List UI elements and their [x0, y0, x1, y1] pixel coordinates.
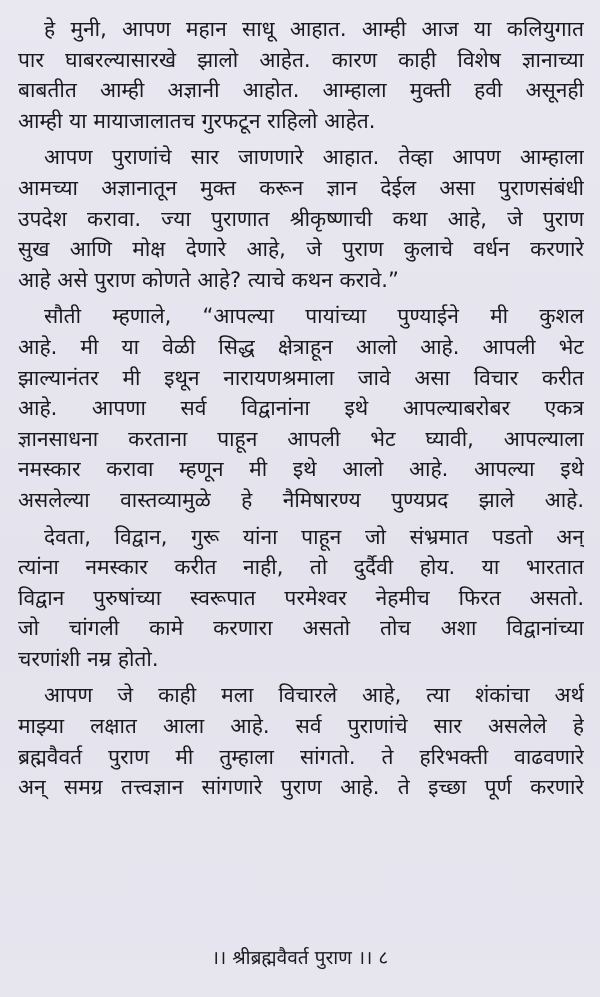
- text-line: त्यांना नमस्कार करीत नाही, तो दुर्दैवी होय. या भारतात: [18, 555, 584, 580]
- paragraph: [18, 301, 584, 515]
- text-line: आमच्या अज्ञानातून मुक्त करून ज्ञान देईल असा पुराणसंबंधी: [18, 175, 584, 200]
- text-line: सुख आणि मोक्ष देणारे आहे, जे पुराण कुलाचे वर्धन करणारे: [18, 237, 584, 262]
- text-line: झाल्यानंतर मी इथून नारायणश्रमाला जावे असा विचार करीत: [18, 365, 584, 390]
- text-line: अन् समग्र तत्त्वज्ञान सांगणारे पुराण आहे. ते इच्छा पूर्ण करणारे: [18, 775, 584, 800]
- paragraph: [18, 522, 584, 675]
- text-line: असलेल्या वास्तव्यामुळे हे नैमिषारण्य पुण्यप्रद झाले आहे.: [18, 487, 584, 512]
- text-line: जो चांगली कामे करणारा असतो तोच अशा विद्वानांच्या: [18, 616, 584, 641]
- text-line: आहे. मी या वेळी सिद्ध क्षेत्राहून आलो आहे. आपली भेट: [18, 334, 584, 359]
- text-line: बाबतीत आम्ही अज्ञानी आहोत. आम्हाला मुक्ती हवी असूनही: [18, 78, 584, 103]
- page-footer: ।। श्रीब्रह्मवैवर्त पुराण ।। ८: [211, 947, 389, 969]
- paragraph: [18, 680, 584, 802]
- text-line: उपदेश करावा. ज्या पुराणात श्रीकृष्णाची कथा आहे, जे पुराण: [18, 206, 584, 231]
- text-line: आहे असे पुराण कोणते आहे? त्याचे कथन करावे.”: [18, 267, 399, 292]
- text-line: आहे. आपणा सर्व विद्वानांना इथे आपल्याबरोबर एकत्र: [18, 396, 584, 421]
- text-line: विद्वान पुरुषांच्या स्वरूपात परमेश्वर नेहमीच फिरत असतो.: [18, 585, 584, 610]
- text-line: आम्ही या मायाजालातच गुरफटून राहिलो आहेत.: [18, 108, 376, 133]
- paragraph: [18, 142, 584, 295]
- paragraph: [18, 14, 584, 136]
- text-line: पार घाबरल्यासारखे झालो आहेत. कारण काही विशेष ज्ञानाच्या: [18, 47, 584, 72]
- text-line: आपण पुराणांचे सार जाणणारे आहात. तेव्हा आपण आम्हाला: [44, 145, 584, 170]
- text-line: माझ्या लक्षात आला आहे. सर्व पुराणांचे सार असलेले हे: [18, 714, 584, 739]
- text-line: ज्ञानसाधना करताना पाहून आपली भेट घ्यावी, आपल्याला: [18, 426, 584, 451]
- text-line: चरणांशी नम्र होतो.: [18, 646, 159, 671]
- text-line: आपण जे काही मला विचारले आहे, त्या शंकांचा अर्थ: [44, 683, 584, 708]
- text-line: ब्रह्मवैवर्त पुराण मी तुम्हाला सांगतो. ते हरिभक्ती वाढवणारे: [18, 744, 584, 769]
- text-line: नमस्कार करावा म्हणून मी इथे आलो आहे. आपल्या इथे: [18, 457, 584, 482]
- text-line: हे मुनी, आपण महान साधू आहात. आम्ही आज या कलियुगात: [44, 17, 584, 41]
- text-line: देवता, विद्वान, गुरू यांना पाहून जो संभ्रमात पडतो अन्: [44, 524, 584, 549]
- body-text: [18, 14, 584, 803]
- text-line: सौती म्हणाले, “आपल्या पायांच्या पुण्याईने मी कुशल: [44, 304, 584, 329]
